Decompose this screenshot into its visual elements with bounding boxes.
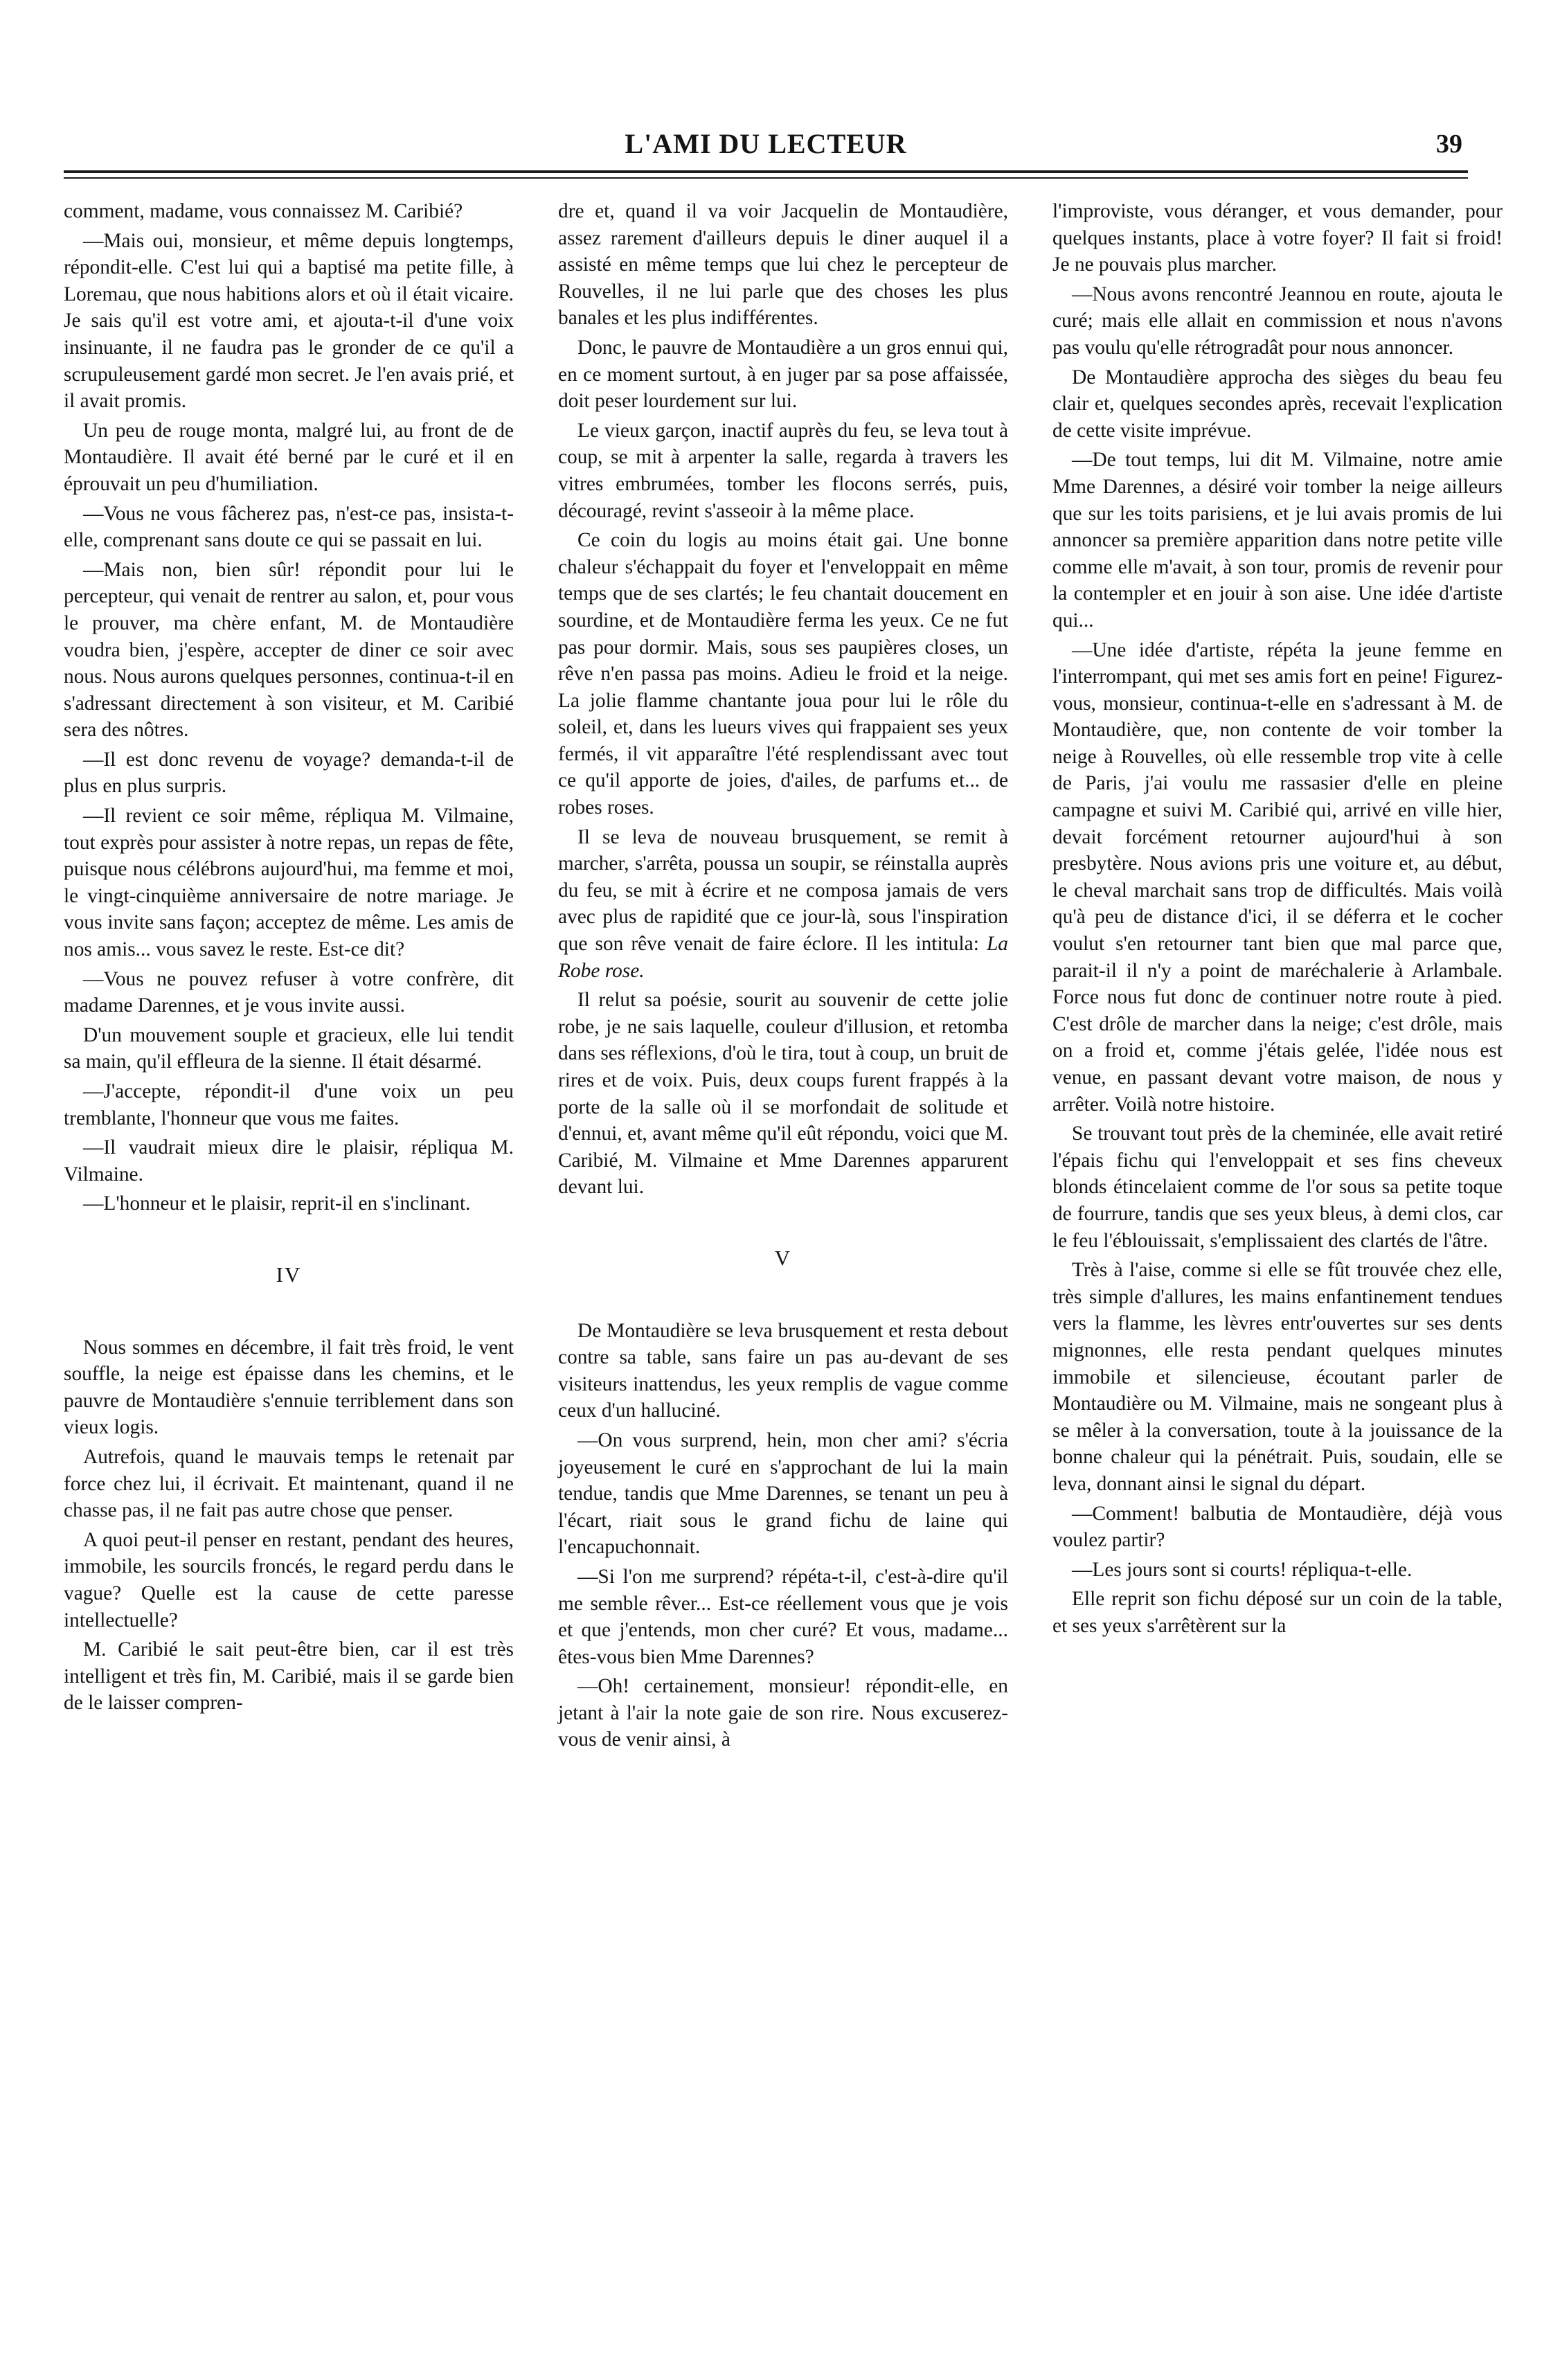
paragraph: Le vieux garçon, inactif auprès du feu, se leva tout à coup, se mit à arpenter la salle, regarda à travers les vitres embrumées, tomber les flocons serrés, puis, découragé, revint s'asseoir à la même place. xyxy=(558,419,1008,522)
paragraph: Un peu de rouge monta, malgré lui, au front de de Montaudière. Il avait été berné par le curé et il en éprouvait un peu d'humiliation. xyxy=(64,419,514,495)
paragraph: —Il est donc revenu de voyage? demanda-t-il de plus en plus surpris. xyxy=(64,748,514,798)
paragraph: D'un mouvement souple et gracieux, elle lui tendit sa main, qu'il effleura de la sienne. Il était désarmé. xyxy=(64,1023,514,1073)
paragraph: —Une idée d'artiste, répéta la jeune femme en l'interrompant, qui met ses amis fort en peine! Figurez-vous, monsieur, continua-t-elle en s'adressant à M. de Montaudière, que, non contente de voir tomber la neige à Rouvelles, où elle ressemble trop vite à celle de Paris, j'ai voulu me rassasier d'elle en pleine campagne et suivi M. Caribié qui, arrivé en ville hier, devait forcément retourner aujourd'hui à son presbytère. Nous avions pris une voiture et, au début, le cheval marchait sans trop de difficultés. Mais voilà qu'à peu de distance d'ici, il se déferra et le cocher voulut s'en retourner tant bien que mal parce que, parait-il il n'y a point de maréchalerie à Arlambale. Force nous fut donc de continuer notre route à pied. C'est drôle de marcher dans la neige; c'est drôle, mais on a froid et, comme j'étais gelée, l'idée nous est venue, en passant devant votre maison, de nous y arrêter. Voilà notre histoire. xyxy=(1052,638,1503,1116)
paragraph-text: Il se leva de nouveau brusquement, se remit à marcher, s'arrêta, poussa un soupir, se réinstalla auprès du feu, se mit à écrire et ne composa jamais de vers avec plus de rapidité que ce jour-là, sous l'inspiration que son rêve venait de faire éclore. Il les intitula: xyxy=(558,825,1008,956)
text-columns xyxy=(64,198,1503,1756)
page-number: 39 xyxy=(1436,129,1462,159)
paragraph: —L'honneur et le plaisir, reprit-il en s'inclinant. xyxy=(83,1192,471,1215)
paragraph: A quoi peut-il penser en restant, pendant des heures, immobile, les sourcils froncés, le regard perdu dans le vague? Quelle est la cause de cette paresse intellectuelle? xyxy=(64,1528,514,1631)
paragraph: De Montaudière se leva brusquement et resta debout contre sa table, sans faire un pas au-devant de ses visiteurs inattendus, les yeux remplis de vague comme ceux d'un halluciné. xyxy=(558,1319,1008,1422)
column-3 xyxy=(1052,198,1503,1756)
paragraph: —On vous surprend, hein, mon cher ami? s'écria joyeusement le curé en s'approchant de lui la main tendue, tandis que Mme Darennes, se tenant un peu à l'écart, riait sous le grand fichu de laine qui l'encapuchonnait. xyxy=(558,1429,1008,1559)
paragraph: —Il vaudrait mieux dire le plaisir, répliqua M. Vilmaine. xyxy=(64,1136,514,1185)
paragraph: —Mais oui, monsieur, et même depuis longtemps, répondit-elle. C'est lui qui a baptisé ma petite fille, à Loremau, que nous habitions alors et où il était vicaire. Je sais qu'il est votre ami, et ajouta-t-il d'une voix insinuante, il ne faudra pas le gronder de ce qu'il a scrupuleusement gardé mon secret. Je l'en avais prié, et il avait promis. xyxy=(64,229,514,413)
column-1 xyxy=(64,198,514,1756)
section-heading-v: V xyxy=(774,1245,792,1270)
column-2 xyxy=(558,198,1008,1756)
paragraph: Se trouvant tout près de la cheminée, elle avait retiré l'épais fichu qui l'enveloppait et ses fins cheveux blonds étincelaient comme de l'or sous sa petite toque de fourrure, tandis que ses yeux bleus, à demi clos, car le feu l'éblouissait, s'emplissaient des clartés de l'âtre. xyxy=(1052,1122,1503,1252)
paragraph: Nous sommes en décembre, il fait très froid, le vent souffle, la neige est épaisse dans les chemins, et le pauvre de Montaudière s'ennuie terriblement dans son vieux logis. xyxy=(64,1336,514,1439)
paragraph: —Vous ne vous fâcherez pas, n'est-ce pas, insista-t-elle, comprenant sans doute ce qui se passait en lui. xyxy=(64,502,514,552)
paragraph: —Vous ne pouvez refuser à votre confrère, dit madame Darennes, et je vous invite aussi. xyxy=(64,967,514,1017)
paragraph: —Comment! balbutia de Montaudière, déjà vous voulez partir? xyxy=(1052,1502,1503,1552)
header-rule-thin xyxy=(64,177,1468,179)
section-heading-iv: IV xyxy=(276,1262,302,1287)
paragraph: Donc, le pauvre de Montaudière a un gros ennui qui, en ce moment surtout, à en juger par sa pose affaissée, doit peser lourdement sur lui. xyxy=(558,336,1008,413)
paragraph: Autrefois, quand le mauvais temps le retenait par force chez lui, il écrivait. Et maintenant, quand il ne chasse pas, il ne fait pas autre chose que penser. xyxy=(64,1445,514,1522)
paragraph: Ce coin du logis au moins était gai. Une bonne chaleur s'échappait du foyer et l'enveloppait en même temps que de ses clartés; le feu chantait doucement en sourdine, et de Montaudière ferma les yeux. Ce ne fut pas pour dormir. Mais, sous ses paupières closes, un rêve n'en passa pas moins. Adieu le froid et la neige. La jolie flamme chantante joua pour lui le rôle du soleil, et, dans les lueurs vives qui frappaient ses yeux fermés, il vit apparaître l'été resplendissant avec tout ce qu'il apporte de joies, d'ailes, de parfums et... de robes roses. xyxy=(558,529,1008,819)
paragraph: dre et, quand il va voir Jacquelin de Montaudière, assez rarement d'ailleurs depuis le diner auquel il a assisté en même temps que lui chez le percepteur de Rouvelles, il ne lui parle que des choses les plus banales et les plus indifférentes. xyxy=(558,200,1008,330)
poem-title: La Robe rose. xyxy=(558,933,1008,982)
running-header xyxy=(64,125,1468,163)
paragraph: —J'accepte, répondit-il d'une voix un peu tremblante, l'honneur que vous me faites. xyxy=(64,1080,514,1129)
paragraph: —Nous avons rencontré Jeannou en route, ajouta le curé; mais elle allait en commission et nous n'avons pas voulu qu'elle rétrogradât pour nous annoncer. xyxy=(1052,283,1503,359)
paragraph: M. Caribié le sait peut-être bien, car il est très intelligent et très fin, M. Caribié, mais il se garde bien de le laisser compren- xyxy=(64,1638,514,1715)
paragraph-with-poem-title xyxy=(558,824,1008,985)
paragraph: comment, madame, vous connaissez M. Caribié? xyxy=(64,200,463,222)
paragraph: —Mais non, bien sûr! répondit pour lui le percepteur, qui venait de rentrer au salon, et, pour vous le prouver, ma chère enfant, M. de Montaudière voudra bien, j'espère, accepter de diner ce soir avec nous. Nous aurons quelques personnes, continua-t-il en s'adressant directement à son visiteur, et M. Caribié sera des nôtres. xyxy=(64,558,514,742)
paragraph: De Montaudière approcha des sièges du beau feu clair et, quelques secondes après, recevait l'explication de cette visite imprévue. xyxy=(1052,366,1503,442)
paragraph: —Les jours sont si courts! répliqua-t-elle. xyxy=(1072,1558,1413,1581)
paragraph: Elle reprit son fichu déposé sur un coin de la table, et ses yeux s'arrêtèrent sur la xyxy=(1052,1588,1503,1637)
paragraph: l'improviste, vous déranger, et vous demander, pour quelques instants, place à votre foyer? Il fait si froid! Je ne pouvais plus marcher. xyxy=(1052,200,1503,276)
journal-title: L'AMI DU LECTEUR xyxy=(625,128,907,159)
paragraph: —Oh! certainement, monsieur! répondit-elle, en jetant à l'air la note gaie de son rire. Nous excuserez-vous de venir ainsi, à xyxy=(558,1675,1008,1751)
paragraph: —De tout temps, lui dit M. Vilmaine, notre amie Mme Darennes, a désiré voir tomber la neige ailleurs que sur les toits parisiens, et je lui avais promis de lui annoncer sa première apparition dans notre petite ville comme elle m'avait, à son tour, promis de revenir pour la contempler et en jouir à son aise. Une idée d'artiste qui... xyxy=(1052,449,1503,632)
paragraph: —Il revient ce soir même, répliqua M. Vilmaine, tout exprès pour assister à notre repas, un repas de fête, puisque nous célébrons aujourd'hui, ma femme et moi, le vingt-cinquième anniversaire de notre mariage. Je vous invite sans façon; acceptez de même. Les amis de nos amis... vous savez le reste. Est-ce dit? xyxy=(64,805,514,961)
paragraph: Très à l'aise, comme si elle se fût trouvée chez elle, très simple d'allures, les mains enfantinement tendues vers la flamme, les lèvres entr'ouvertes sur ses dents mignonnes, elle resta pendant quelques minutes immobile et silencieuse, écoutant parler de Montaudière ou M. Vilmaine, mais ne songeant plus à se mêler à la conversation, toute à la jouissance de la bonne chaleur qui la pénétrait. Puis, soudain, elle se leva, donnant ainsi le signal du départ. xyxy=(1052,1259,1503,1495)
header-rule-thick xyxy=(64,170,1468,173)
paragraph: —Si l'on me surprend? répéta-t-il, c'est-à-dire qu'il me semble rêver... Est-ce réellement vous que je vois et que j'entends, mon cher curé? Et vous, madame... êtes-vous bien Mme Darennes? xyxy=(558,1565,1008,1668)
paragraph: Il relut sa poésie, sourit au souvenir de cette jolie robe, je ne sais laquelle, couleur d'illusion, et retomba dans ses réflexions, d'où le tira, tout à coup, un bruit de rires et de voix. Puis, deux coups furent frappés à la porte de la salle où il se morfondait de solitude et d'ennui, et, avant même qu'il eût répondu, voici que M. Caribié, M. Vilmaine et Mme Darennes apparurent devant lui. xyxy=(558,989,1008,1199)
